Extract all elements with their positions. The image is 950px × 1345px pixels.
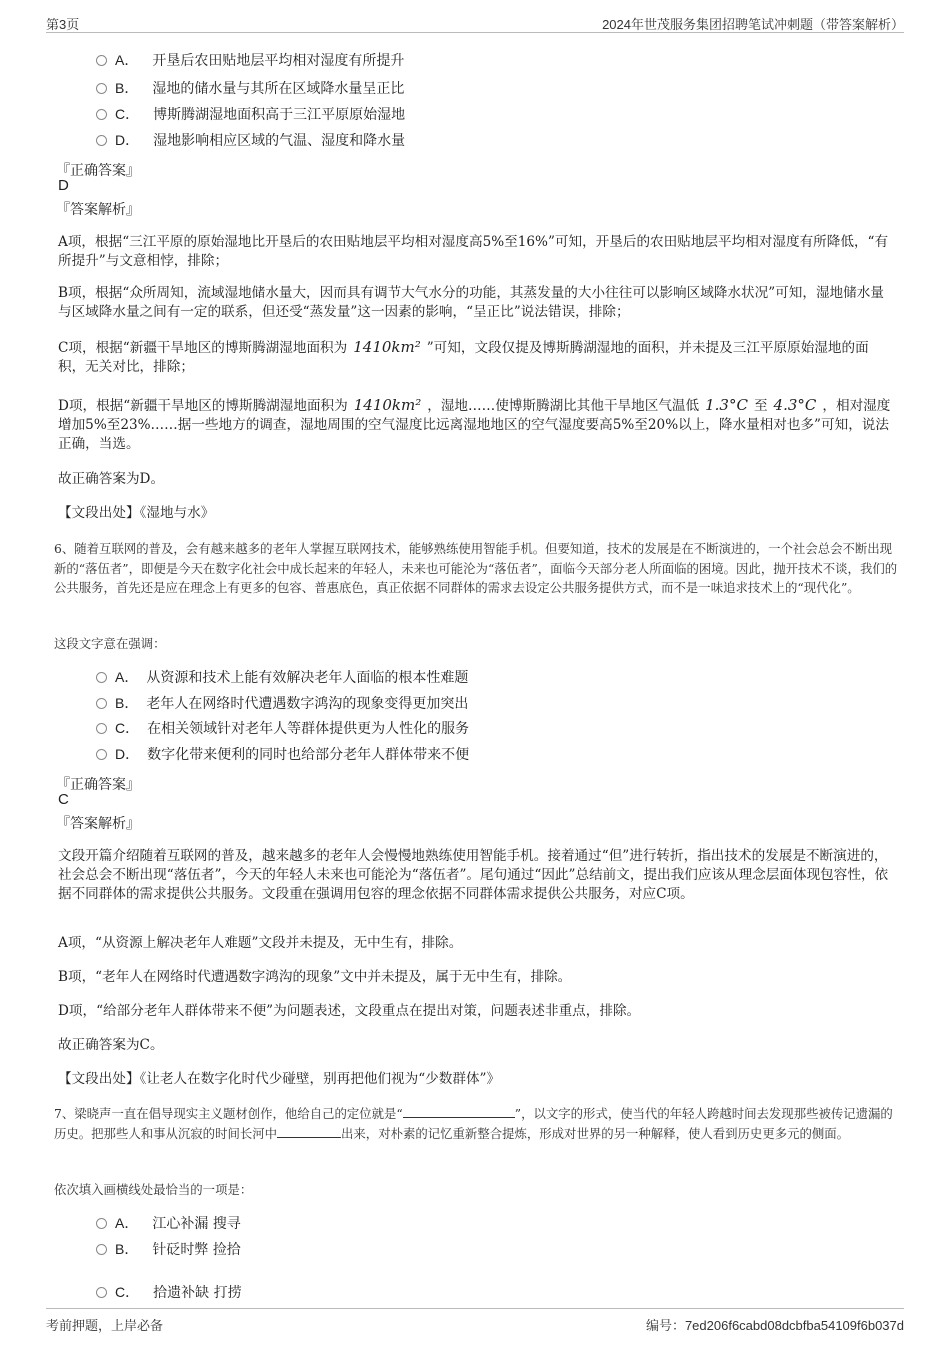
footer-divider [46,1308,904,1309]
q6-conclusion: 故正确答案为C。 [58,1037,164,1053]
math-temp-high: 4.3°C [773,396,817,414]
header-divider [46,32,904,33]
q6-source: 【文段出处】《让老人在数字化时代少碰壁，别再把他们视为“少数群体”》 [58,1071,501,1087]
radio-icon[interactable] [96,55,107,66]
q6-option-a[interactable]: A． 从资源和技术上能有效解决老年人面临的根本性难题 [96,666,468,688]
q5-analysis-b: B项，根据“众所周知，流域湿地储水量大，因而具有调节大气水分的功能，其蒸发量的大小往往可以影响区域降水状况”可知，湿地储水量与区域降水量之间有一定的联系，但还受“蒸发量”这一因素的影响，“呈正比”说法错误，排除； [58,285,884,320]
q7-option-c[interactable]: C． 拾遗补缺 打捞 [96,1281,242,1303]
radio-icon[interactable] [96,1244,107,1255]
q6-analysis-label: 『答案解析』 [56,816,140,832]
radio-icon[interactable] [96,1218,107,1229]
answer-blank-1 [403,1106,515,1118]
q5-source: 【文段出处】《湿地与水》 [58,505,215,521]
math-area: 1410km² [353,396,422,414]
q5-conclusion: 故正确答案为D。 [58,471,165,487]
page-number: 第3页 [46,17,80,32]
q5-analysis-a: A项，根据“三江平原的原始湿地比开垦后的农田贴地层平均相对湿度高5%至16%”可知，开垦后的农田贴地层平均相对湿度有所降低，“有所提升”与文意相悖，排除； [58,234,889,269]
radio-icon[interactable] [96,672,107,683]
q6-option-d[interactable]: D． 数字化带来便利的同时也给部分老年人群体带来不便 [96,743,469,765]
page-header [46,12,904,32]
radio-icon[interactable] [96,109,107,120]
answer-blank-2 [277,1126,341,1138]
q7-prompt: 依次填入画横线处最恰当的一项是： [54,1182,253,1197]
q6-analysis-a: A项，“从资源上解决老年人难题”文段并未提及，无中生有，排除。 [58,935,463,951]
q6-question: 6、随着互联网的普及，会有越来越多的老年人掌握互联网技术，能够熟练使用智能手机。但要知道，技术的发展是在不断演进的，一个社会总会不断出现新的“落伍者”，即便是今天在数字化社会中成长起来的年轻人，未来也可能沦为“落伍者”，面临今天部分老人所面临的困境。因此，抛开技术不谈，我们的公共服务，首先还是应在理念上有更多的包容、普惠底色，真正依据不同群体的需求去设定公共服务提供方式，而不是一味追求技术上的“现代化”。 [54,541,898,595]
q5-option-d[interactable]: D． 湿地影响相应区域的气温、湿度和降水量 [96,129,405,151]
document-code: 编号：7ed206f6cabd08dcbfba54109f6b037d [645,1318,904,1333]
q5-analysis-label: 『答案解析』 [56,202,140,218]
q6-answer: C [58,791,69,808]
q6-analysis-d: D项，“给部分老年人群体带来不便”为问题表述，文段重点在提出对策，问题表述非重点，排除。 [58,1003,641,1019]
q6-option-c[interactable]: C． 在相关领域针对老年人等群体提供更为人性化的服务 [96,717,469,739]
q5-correct-label: 『正确答案』 [56,163,140,179]
q6-analysis-b: B项，“老年人在网络时代遭遇数字鸿沟的现象”文中并未提及，属于无中生有，排除。 [58,969,572,985]
radio-icon[interactable] [96,698,107,709]
page-footer [46,1311,904,1334]
radio-icon[interactable] [96,83,107,94]
q5-option-b[interactable]: B． 湿地的储水量与其所在区域降水量呈正比 [96,77,404,99]
q6-correct-label: 『正确答案』 [56,777,140,793]
radio-icon[interactable] [96,723,107,734]
radio-icon[interactable] [96,749,107,760]
math-area: 1410km² [353,338,421,356]
q7-question: 7、梁晓声一直在倡导现实主义题材创作，他给自己的定位就是“ ”，以文字的形式，使当代的年轻人跨越时间去发现那些被传记遗漏的历史。把那些人和事从沉寂的时间长河中 出来，对朴素的记忆重新整合提炼，形成对世界的另一种解释，使人看到历史更多元的侧面。 [54,1106,893,1141]
q5-answer: D [58,177,69,194]
q6-option-b[interactable]: B． 老年人在网络时代遭遇数字鸿沟的现象变得更加突出 [96,692,468,714]
math-temp-low: 1.3°C [705,396,748,414]
document-title: 2024年世茂服务集团招聘笔试冲刺题（带答案解析） [602,17,904,32]
q5-analysis-d: D项，根据“新疆干旱地区的博斯腾湖湿地面积为 1410km² ，湿地……使博斯腾湖比其他干旱地区气温低 1.3°C 至 4.3°C ，相对湿度增加5%至23%……据一些地方的调查，湿地周围的空气湿度比远离湿地地区的空气湿度要高5%至20%以上，降水量相对也多”可知，说法正确，当选。 [58,396,891,452]
radio-icon[interactable] [96,1287,107,1298]
q7-option-b[interactable]: B． 针砭时弊 捡拾 [96,1238,241,1260]
q5-analysis-c: C项，根据“新疆干旱地区的博斯腾湖湿地面积为 1410km² ”可知，文段仅提及博斯腾湖湿地的面积，并未提及三江平原原始湿地的面积，无关对比，排除； [58,338,869,375]
q5-option-c[interactable]: C． 博斯腾湖湿地面积高于三江平原原始湿地 [96,103,405,125]
q6-analysis-main: 文段开篇介绍随着互联网的普及，越来越多的老年人会慢慢地熟练使用智能手机。接着通过“但”进行转折，指出技术的发展是不断演进的，社会总会不断出现“落伍者”，今天的年轻人未来也可能沦为“落伍者”。尾句通过“因此”总结前文，提出我们应该从理念层面体现包容性，依据不同群体的需求提供公共服务。文段重在强调用包容的理念依据不同群体需求提供公共服务，对应C项。 [58,848,889,902]
radio-icon[interactable] [96,135,107,146]
footer-slogan: 考前押题，上岸必备 [46,1319,164,1334]
q7-option-a[interactable]: A． 江心补漏 搜寻 [96,1212,241,1234]
q6-prompt: 这段文字意在强调： [54,636,166,651]
q5-option-a[interactable]: A． 开垦后农田贴地层平均相对湿度有所提升 [96,49,404,71]
